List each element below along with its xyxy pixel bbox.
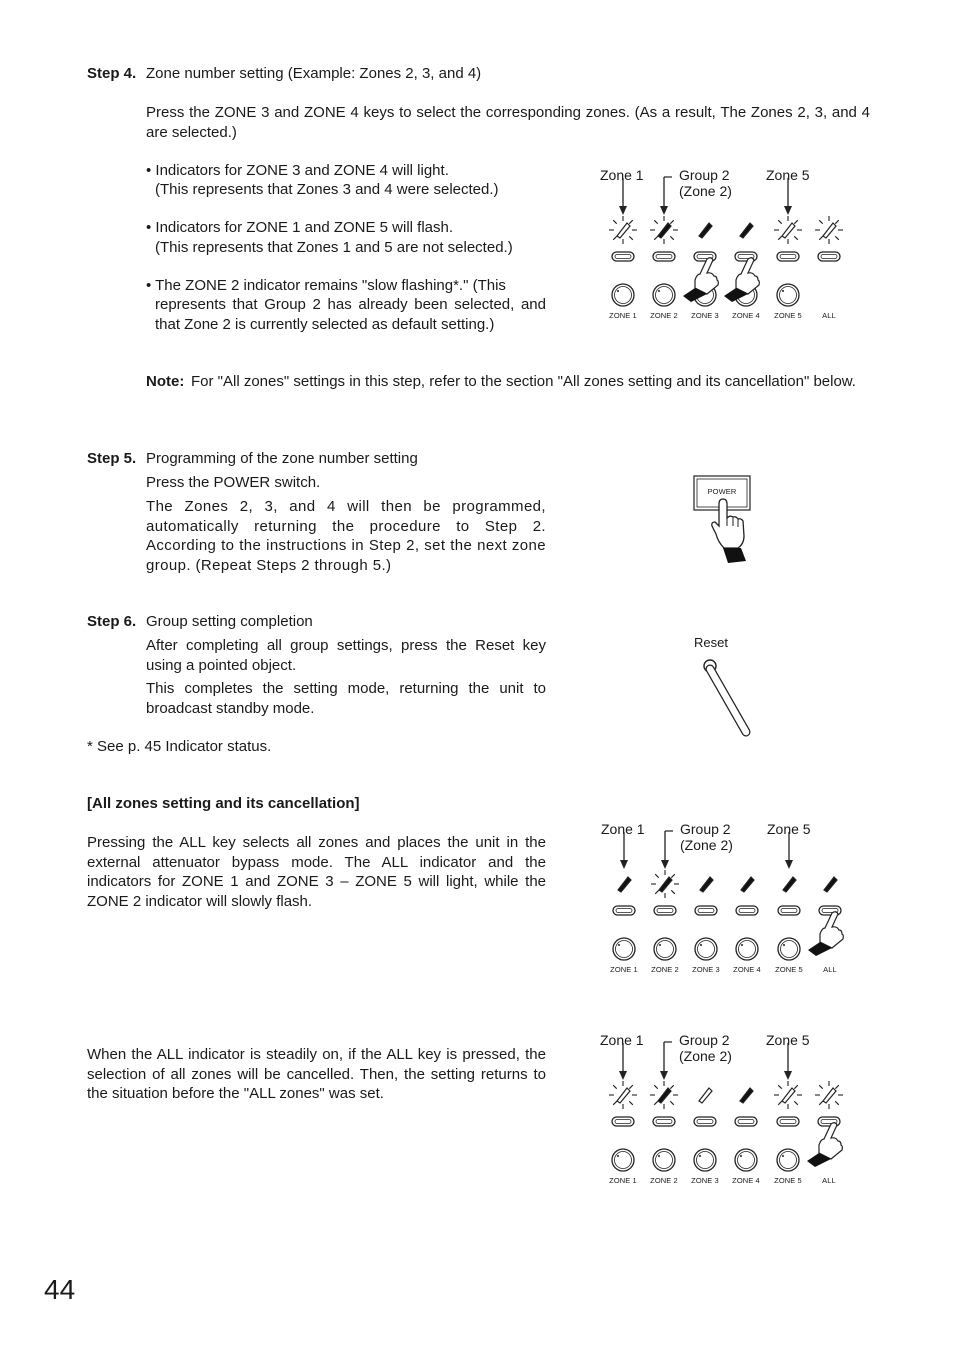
zone-key-button[interactable] <box>694 1117 716 1126</box>
step4-bullet3-detail: represents that Group 2 has already been selected, and that Zone 2 is currently selected as default setting.) <box>155 296 546 333</box>
zone-keys-diagram <box>600 190 850 310</box>
zone-key-button[interactable] <box>777 1117 799 1126</box>
zone1-label: Zone 1 <box>600 1032 644 1048</box>
zone-indicator <box>651 870 679 898</box>
zone-key-button[interactable] <box>735 1117 757 1126</box>
zone-indicator <box>650 1081 678 1109</box>
zone-volume-knob[interactable] <box>612 1149 634 1171</box>
step5-paragraph: The Zones 2, 3, and 4 will then be programmed, automatically returning the procedure to Step 2. According to the instructions in Step 2, set the next zone group. (Repeat Steps 2 through 5.) <box>146 498 546 574</box>
key-label-zone5: ZONE 5 <box>774 1176 802 1185</box>
zone-indicator <box>699 1088 712 1103</box>
zone-indicator <box>740 1088 753 1103</box>
zone-indicator <box>650 216 678 244</box>
group2-label: Group 2 <box>679 167 730 183</box>
key-label-zone4: ZONE 4 <box>732 311 760 320</box>
group2-label: Group 2 <box>679 1032 730 1048</box>
step5-label: Step 5. <box>87 450 137 467</box>
step4-title: Zone number setting (Example: Zones 2, 3, and 4) <box>146 65 482 82</box>
zone-indicator <box>740 223 753 238</box>
zone-volume-knob[interactable] <box>695 938 717 960</box>
zone-key-button[interactable] <box>695 906 717 915</box>
zone-volume-knob[interactable] <box>612 284 634 306</box>
key-label-zone3: ZONE 3 <box>692 965 720 974</box>
zone-volume-knob[interactable] <box>778 938 800 960</box>
zone-indicator <box>700 877 713 892</box>
zone-key-button[interactable] <box>736 906 758 915</box>
zone-key-button[interactable] <box>612 1117 634 1126</box>
key-label-zone1: ZONE 1 <box>610 965 638 974</box>
zone5-label: Zone 5 <box>766 1032 810 1048</box>
step6-title: Group setting completion <box>146 613 313 630</box>
step4-label: Step 4. <box>87 65 137 82</box>
key-label-all: ALL <box>823 965 837 974</box>
zone-indicator <box>815 216 843 244</box>
zone-indicator <box>618 877 631 892</box>
pressing-hand-icon <box>807 1123 842 1167</box>
zone1-label: Zone 1 <box>601 821 645 837</box>
key-label-zone3: ZONE 3 <box>691 311 719 320</box>
zone-indicator <box>774 1081 802 1109</box>
zone-volume-knob[interactable] <box>653 1149 675 1171</box>
zone-indicator <box>741 877 754 892</box>
zone-volume-knob[interactable] <box>777 1149 799 1171</box>
step5-instruction: Press the POWER switch. <box>146 474 321 491</box>
step6-paragraph1: After completing all group settings, press the Reset key using a pointed object. <box>146 637 546 674</box>
zone-key-button[interactable] <box>777 252 799 261</box>
step4-bullet1: • Indicators for ZONE 3 and ZONE 4 will light. <box>146 162 449 179</box>
allzones-paragraph2: When the ALL indicator is steadily on, if the ALL key is pressed, the selection of all zones will be cancelled. Then, the setting returns to the situation before the "ALL zones" was set. <box>87 1046 546 1102</box>
key-label-zone5: ZONE 5 <box>774 311 802 320</box>
key-label-all: ALL <box>822 311 836 320</box>
zone-indicator <box>699 223 712 238</box>
step6-paragraph2: This completes the setting mode, returning the unit to broadcast standby mode. <box>146 680 546 717</box>
zone-indicator <box>824 877 837 892</box>
zone-key-button[interactable] <box>654 906 676 915</box>
allzones-paragraph1: Pressing the ALL key selects all zones and places the unit in the external attenuator bypass mode. The ALL indicator and the indicators for ZONE 1 and ZONE 3 – ZONE 5 will light, while the ZONE 2 indicator will slowly flash. <box>87 834 546 910</box>
step4-bullet2: • Indicators for ZONE 1 and ZONE 5 will flash. <box>146 219 454 236</box>
reset-pin-icon <box>698 656 768 746</box>
zone-key-button[interactable] <box>653 1117 675 1126</box>
step6-label: Step 6. <box>87 613 137 630</box>
zone-indicator <box>609 1081 637 1109</box>
key-label-zone4: ZONE 4 <box>732 1176 760 1185</box>
key-label-all: ALL <box>822 1176 836 1185</box>
zone1-label: Zone 1 <box>600 167 644 183</box>
step4-bullet3: • The ZONE 2 indicator remains "slow flashing*." (This <box>146 277 506 294</box>
step4-paragraph: Press the ZONE 3 and ZONE 4 keys to select the corresponding zones. (As a result, The Zones 2, 3, and 4 are selected.) <box>146 104 870 141</box>
zone-indicator <box>774 216 802 244</box>
zone-volume-knob[interactable] <box>654 938 676 960</box>
zone-volume-knob[interactable] <box>694 1149 716 1171</box>
zone5-label: Zone 5 <box>766 167 810 183</box>
key-label-zone3: ZONE 3 <box>691 1176 719 1185</box>
key-label-zone2: ZONE 2 <box>651 965 679 974</box>
step5-title: Programming of the zone number setting <box>146 450 418 467</box>
zone-volume-knob[interactable] <box>613 938 635 960</box>
power-label: POWER <box>707 487 737 496</box>
group2-label: Group 2 <box>680 821 731 837</box>
note-text: For "All zones" settings in this step, refer to the section "All zones setting and its cancellation" below. <box>191 373 856 390</box>
step4-bullet2-detail: (This represents that Zones 1 and 5 are not selected.) <box>155 239 513 256</box>
zone-key-button[interactable] <box>613 906 635 915</box>
zone-indicator <box>609 216 637 244</box>
zone-key-button[interactable] <box>612 252 634 261</box>
zone-key-button[interactable] <box>653 252 675 261</box>
allzones-heading: [All zones setting and its cancellation] <box>87 795 360 812</box>
zone-key-button[interactable] <box>818 252 840 261</box>
zone-volume-knob[interactable] <box>735 1149 757 1171</box>
zone-volume-knob[interactable] <box>653 284 675 306</box>
key-label-zone1: ZONE 1 <box>609 311 637 320</box>
key-label-zone1: ZONE 1 <box>609 1176 637 1185</box>
group2-zone-label: (Zone 2) <box>680 837 733 853</box>
reset-label: Reset <box>694 635 728 650</box>
key-label-zone4: ZONE 4 <box>733 965 761 974</box>
zone-keys-diagram <box>601 844 851 964</box>
footnote: * See p. 45 Indicator status. <box>87 738 272 755</box>
pressing-hand-icon <box>808 912 843 956</box>
zone-volume-knob[interactable] <box>736 938 758 960</box>
zone-keys-diagram <box>600 1055 850 1175</box>
note-label: Note: <box>146 373 185 390</box>
zone-indicator <box>783 877 796 892</box>
group2-zone-label: (Zone 2) <box>679 183 732 199</box>
zone-indicator <box>815 1081 843 1109</box>
key-label-zone5: ZONE 5 <box>775 965 803 974</box>
zone-key-button[interactable] <box>778 906 800 915</box>
key-label-zone2: ZONE 2 <box>650 311 678 320</box>
step4-bullet1-detail: (This represents that Zones 3 and 4 were selected.) <box>155 181 499 198</box>
key-label-zone2: ZONE 2 <box>650 1176 678 1185</box>
group2-zone-label: (Zone 2) <box>679 1048 732 1064</box>
zone5-label: Zone 5 <box>767 821 811 837</box>
page-number: 44 <box>44 1274 76 1305</box>
zone-volume-knob[interactable] <box>777 284 799 306</box>
